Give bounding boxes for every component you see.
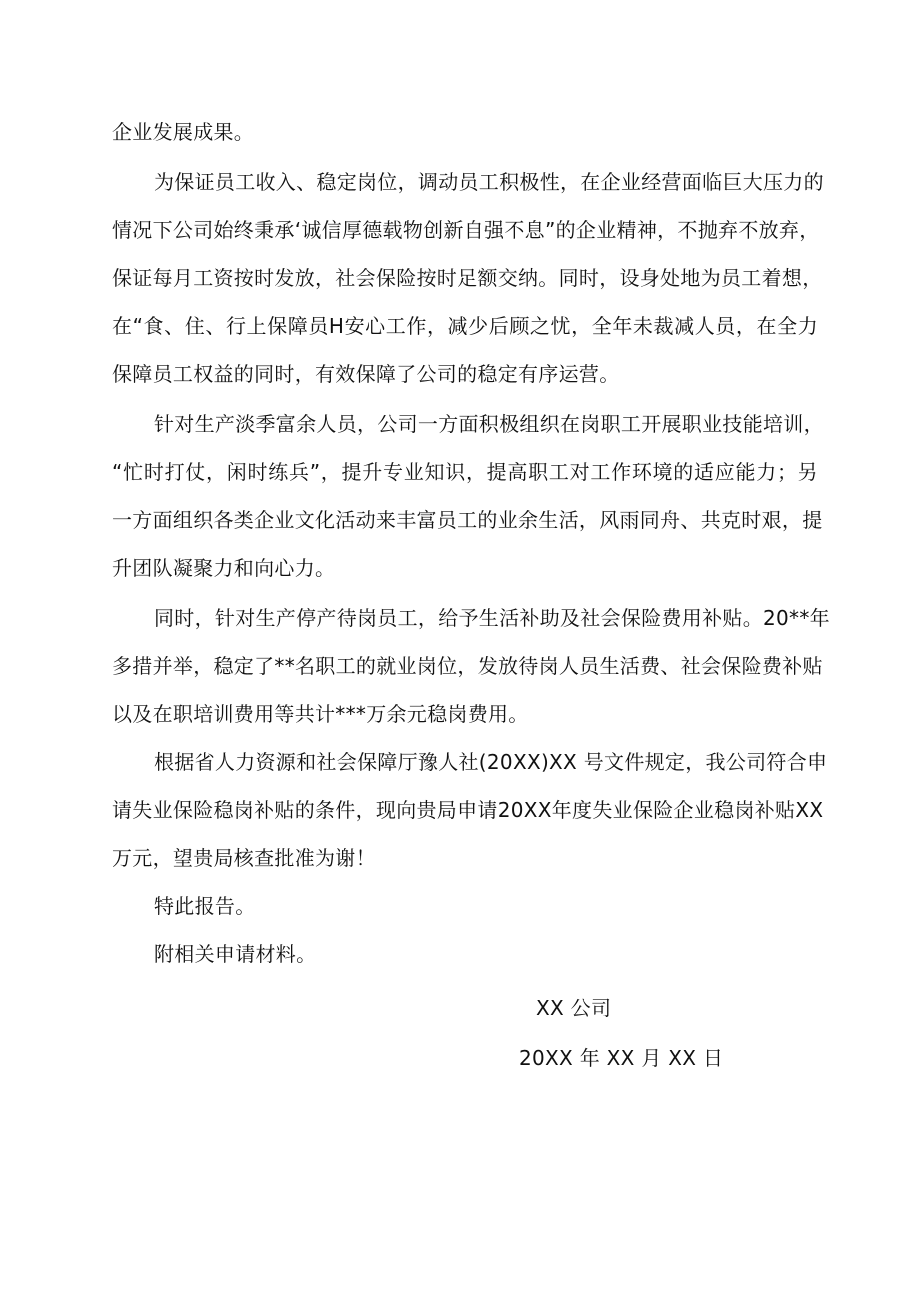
text-line: 情况下公司始终秉承‘诚信厚德载物创新自强不息”的企业精神，不抛弃不放弃，	[112, 218, 820, 242]
text-line: 同时，针对生产停产待岗员工，给予生活补助及社会保险费用补贴。20**年	[154, 606, 830, 630]
text-line: 万元，望贵局核查批准为谢！	[112, 846, 376, 870]
text-line: 请失业保险稳岗补贴的条件，现向贵局申请20XX年度失业保险企业稳岗补贴XX	[112, 798, 824, 822]
signature-date: 20XX 年 XX 月 XX 日	[519, 1046, 724, 1070]
text-line: 企业发展成果。	[112, 120, 255, 144]
text-line: 保证每月工资按时发放，社会保险按时足额交纳。同时，设身处地为员工着想，	[112, 266, 823, 290]
text-line: 保障员工权益的同时，有效保障了公司的稳定有序运营。	[112, 362, 620, 386]
text-line: 多措并举，稳定了**名职工的就业岗位，发放待岗人员生活费、社会保险费补贴	[112, 654, 823, 678]
signature-company: XX 公司	[536, 996, 612, 1020]
text-line: 在“食、住、行上保障员H安心工作，减少后顾之忧，全年未裁减人员，在全力	[112, 314, 818, 338]
text-line: 根据省人力资源和社会保障厅豫人社(20XX)XX 号文件规定，我公司符合申	[154, 750, 828, 774]
text-line: 特此报告。	[154, 894, 256, 918]
text-line: 一方面组织各类企业文化活动来丰富员工的业余生活，风雨同舟、共克时艰，提	[112, 508, 823, 532]
text-line: 为保证员工收入、稳定岗位，调动员工积极性，在企业经营面临巨大压力的	[154, 170, 824, 194]
text-line: “忙时打仗，闲时练兵”，提升专业知识，提高职工对工作环境的适应能力；另	[112, 460, 818, 484]
text-line: 以及在职培训费用等共计***万余元稳岗费用。	[112, 702, 529, 726]
text-line: 附相关申请材料。	[154, 942, 317, 966]
text-line: 升团队凝聚力和向心力。	[112, 556, 336, 580]
text-line: 针对生产淡季富余人员，公司一方面积极组织在岗职工开展职业技能培训，	[154, 412, 824, 436]
